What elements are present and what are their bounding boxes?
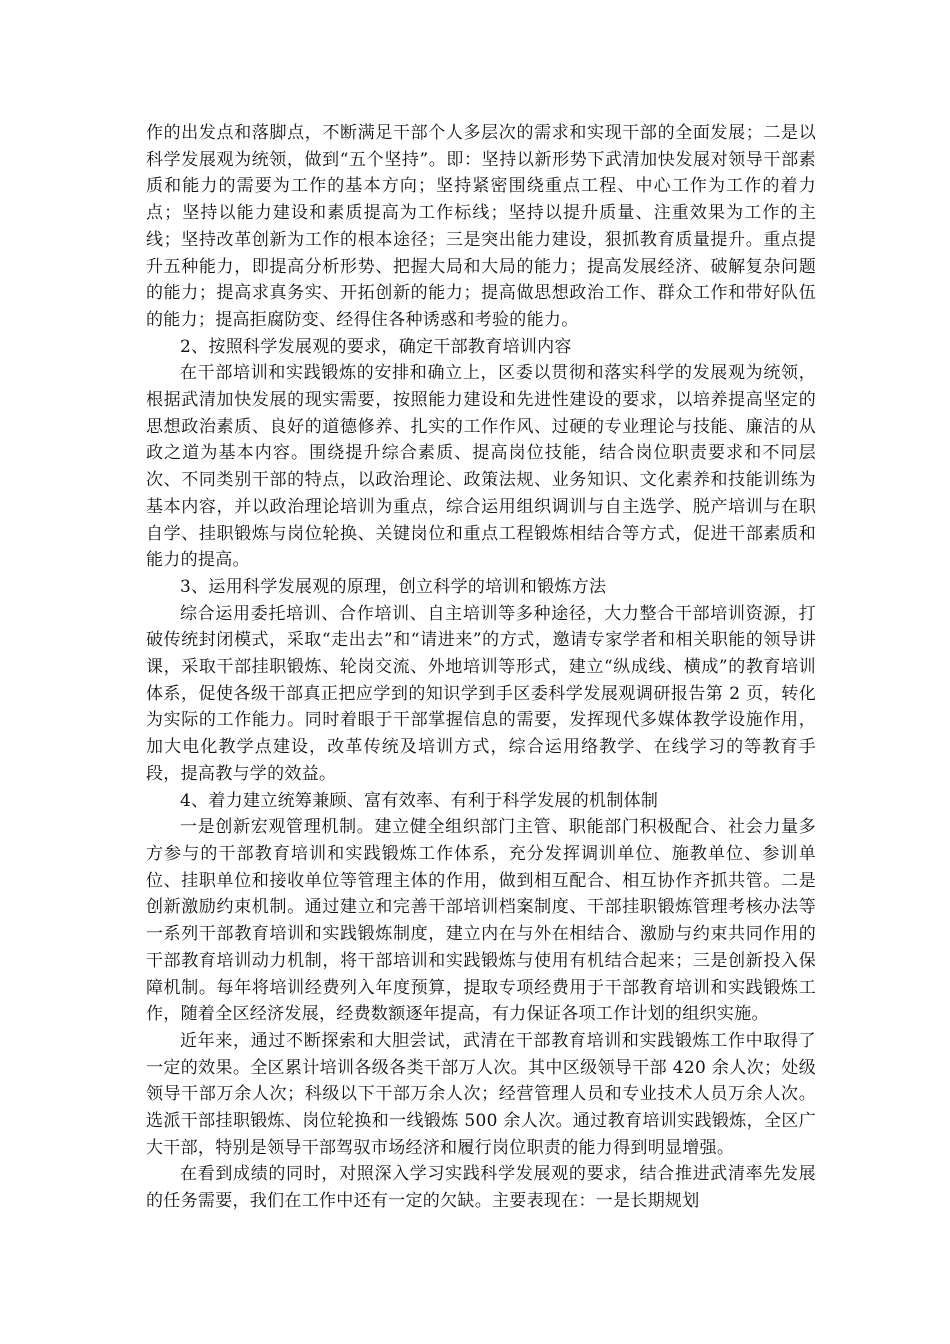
section-heading-2: 2、按照科学发展观的要求，确定干部教育培训内容: [180, 336, 572, 357]
paragraph: 一是创新宏观管理机制。建立健全组织部门主管、职能部门积极配合、社会力量多方参与的干部教育培训和实践锻炼工作体系，充分发挥调训单位、施教单位、参训单位、挂职单位和接收单位等管理主体的作用，做到相互配合、相互协作齐抓共管。二是创新激励约束机制。通过建立和完善干部培训档案制度、干部挂职锻炼管理考核办法等一系列干部教育培训和实践锻炼制度，建立内在与外在相结合、激励与约束共同作用的干部教育培训动力机制，将干部培训和实践锻炼与使用有机结合起来；三是创新投入保障机制。每年将培训经费列入年度预算，提取专项经费用于干部教育培训和实践锻炼工作，随着全区经济发展，经费数额逐年提高，有力保证各项工作计划的组织实施。: [146, 817, 816, 1025]
paragraph: 在干部培训和实践锻炼的安排和确立上，区委以贯彻和落实科学的发展观为统领，根据武清加快发展的现实需要，按照能力建设和先进性建设的要求，以培养提高坚定的思想政治素质、良好的道德修养、扎实的工作作风、过硬的专业理论与技能、廉洁的从政之道为基本内容。围绕提升综合素质、提高岗位技能，结合岗位职责要求和不同层次、不同类别干部的特点，以政治理论、政策法规、业务知识、文化素养和技能训练为基本内容，并以政治理论培训为重点，综合运用组织调训与自主选学、脱产培训与在职自学、挂职锻炼与岗位轮换、关键岗位和重点工程锻炼相结合等方式，促进干部素质和能力的提高。: [146, 363, 816, 571]
paragraph: 综合运用委托培训、合作培训、自主培训等多种途径，大力整合干部培训资源，打破传统封闭模式，采取“走出去”和“请进来”的方式，邀请专家学者和相关职能的领导讲课，采取干部挂职锻炼、轮岗交流、外地培训等形式，建立“纵成线、横成”的教育培训体系，促使各级干部真正把应学到的知识学到手区委科学发展观调研报告第 2 页，转化为实际的工作能力。同时着眼于干部掌握信息的需要，发挥现代多媒体教学设施作用，加大电化教学点建设，改革传统及培训方式，综合运用络教学、在线学习的等教育手段，提高教与学的效益。: [146, 603, 816, 784]
section-heading-4: 4、着力建立统筹兼顾、富有效率、有利于科学发展的机制体制: [180, 790, 659, 811]
section-heading-3: 3、运用科学发展观的原理，创立科学的培训和锻炼方法: [180, 576, 607, 597]
paragraph: 近年来，通过不断探索和大胆尝试，武清在干部教育培训和实践锻炼工作中取得了一定的效果。全区累计培训各级各类干部万人次。其中区级领导干部 420 余人次；处级领导干部万余人次；科级以下干部万余人次；经营管理人员和专业技术人员万余人次。选派干部挂职锻炼、岗位轮换和一线锻炼 500 余人次。通过教育培训实践锻炼，全区广大干部，特别是领导干部驾驭市场经济和履行岗位职责的能力得到明显增强。: [146, 1030, 816, 1158]
paragraph: 在看到成绩的同时，对照深入学习实践科学发展观的要求，结合推进武清率先发展的任务需要，我们在工作中还有一定的欠缺。主要表现在：一是长期规划: [146, 1164, 816, 1212]
document-body: [146, 120, 816, 1215]
paragraph-continued: 作的出发点和落脚点，不断满足干部个人多层次的需求和实现干部的全面发展；二是以科学发展观为统领，做到“五个坚持”。即：坚持以新形势下武清加快发展对领导干部素质和能力的需要为工作的基本方向；坚持紧密围绕重点工程、中心工作为工作的着力点；坚持以能力建设和素质提高为工作标线；坚持以提升质量、注重效果为工作的主线；坚持改革创新为工作的根本途径；三是突出能力建设，狠抓教育质量提升。重点提升五种能力，即提高分析形势、把握大局和大局的能力；提高发展经济、破解复杂问题的能力；提高求真务实、开拓创新的能力；提高做思想政治工作、群众工作和带好队伍的能力；提高拒腐防变、经得住各种诱惑和考验的能力。: [146, 123, 816, 330]
